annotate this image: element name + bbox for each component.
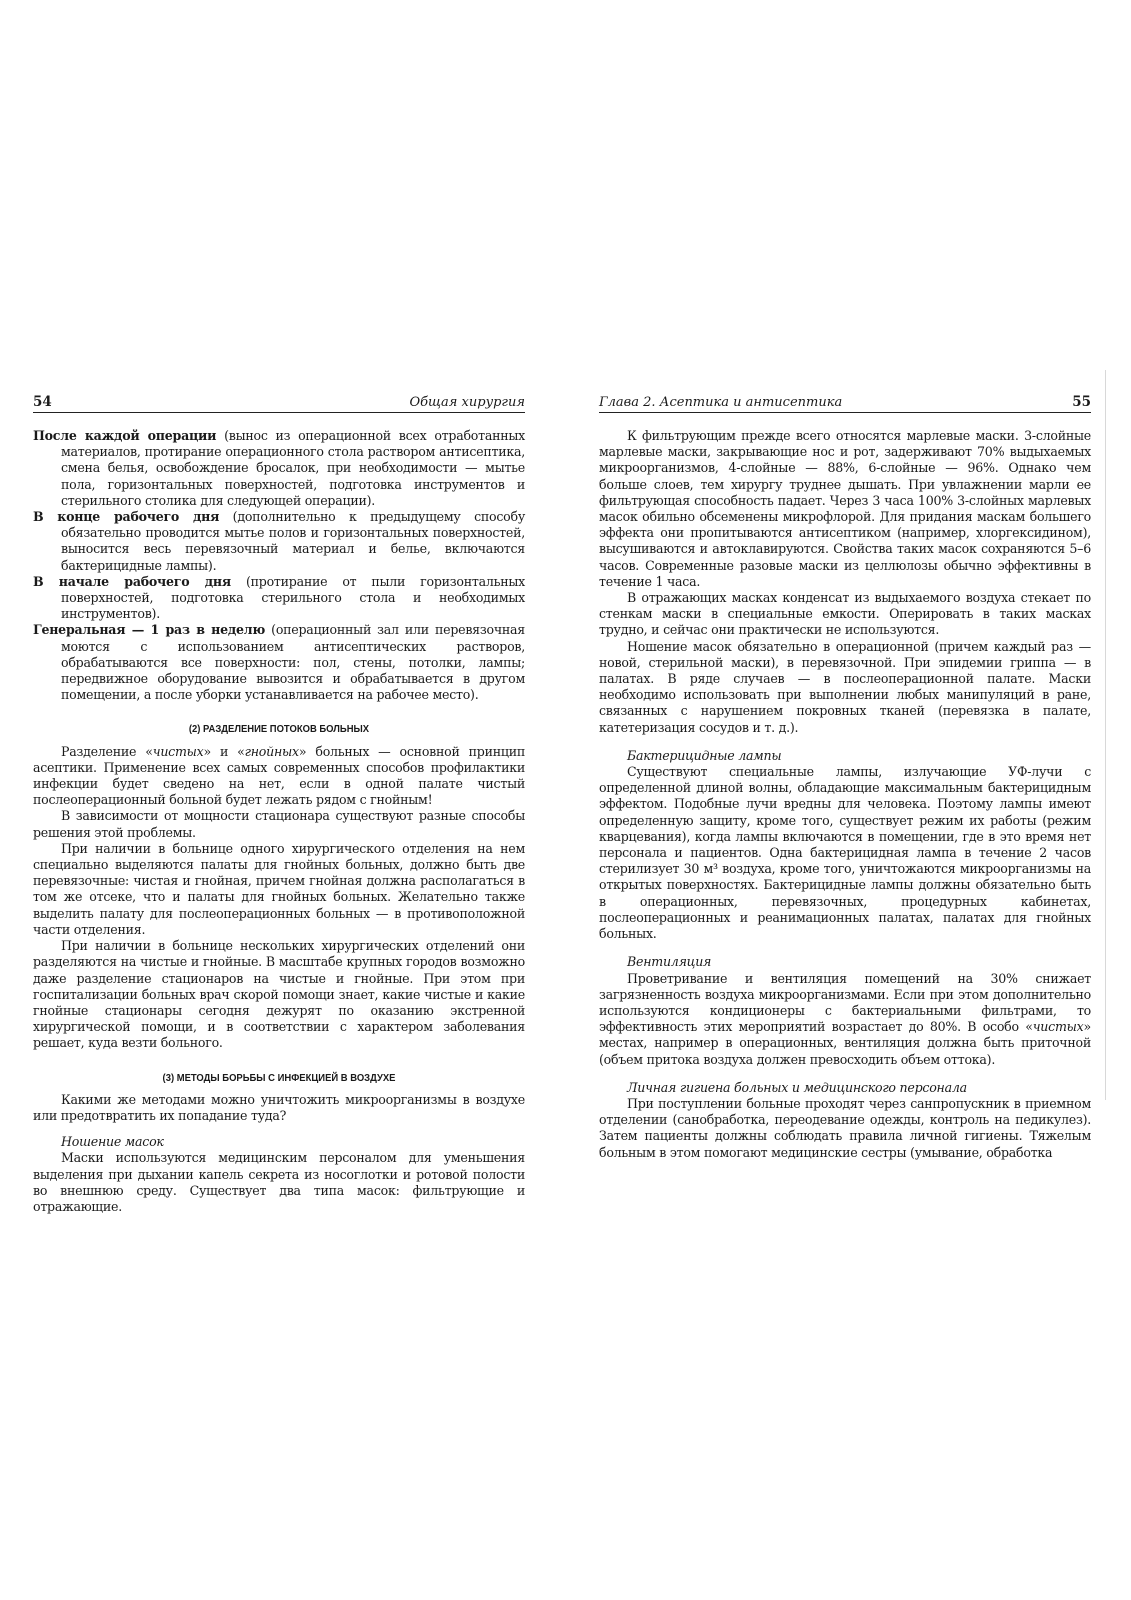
paragraph: Ношение масок обязательно в операционной (причем каждый раз — новой, стерильной маски), в перевязочной. При эпидемии гриппа — в палатах. В ряде случаев — в послеоперационной палате. Маски необходимо использовать при выполнении любых манипуляций в ране, связанных с нарушением покровных тканей (перевязка в палате, катетеризация сосудов и т. д.). bbox=[599, 638, 1091, 735]
page-edge-line bbox=[1105, 370, 1106, 1100]
left-page-body bbox=[33, 428, 525, 1215]
section-heading-patient-flows: (2) РАЗДЕЛЕНИЕ ПОТОКОВ БОЛЬНЫХ bbox=[188, 723, 370, 736]
left-running-title: Общая хирургия bbox=[409, 395, 525, 410]
right-page-number: 55 bbox=[1072, 394, 1091, 410]
cleaning-item-start-of-day: В начале рабочего дня (протирание от пыли горизонтальных поверхностей, подготовка стерильного стола и необходимых инструментов). bbox=[33, 573, 525, 622]
left-page-header bbox=[33, 393, 525, 413]
paragraph: При поступлении больные проходят через санпропускник в приемном отделении (санобработка, переодевание одежды, контроль на педикулез). Затем пациенты должны соблюдать правила личной гигиены. Тяжелым больным в этом помогают медицинские сестры (умывание, обработка bbox=[599, 1095, 1091, 1160]
left-page-number: 54 bbox=[33, 394, 52, 410]
subheading-masks: Ношение масок bbox=[61, 1134, 164, 1150]
right-page-header bbox=[599, 393, 1091, 413]
right-running-title: Глава 2. Асептика и антисептика bbox=[599, 395, 843, 410]
paragraph: При наличии в больнице нескольких хирургических отделений они разделяются на чистые и гнойные. В масштабе крупных городов возможно даже разделение стационаров на чистые и гнойные. При этом при госпитализации больных врач скорой помощи знает, какие чистые и какие гнойные стационары сегодня дежурят по оказанию экстренной хирургической помощи, и в соответствии с характером заболевания решает, куда везти больного. bbox=[33, 938, 525, 1051]
right-page bbox=[599, 393, 1091, 1161]
section-heading-air-infection: (3) МЕТОДЫ БОРЬБЫ С ИНФЕКЦИЕЙ В ВОЗДУХЕ bbox=[162, 1071, 396, 1084]
cleaning-item-after-operation: После каждой операции (вынос из операционной всех отработанных материалов, протирание операционного стола раствором антисептика, смена белья, освобождение бросалок, при необходимости — мытье пола, горизонтальных поверхностей, подготовка инструментов и стерильного столика для следующей операции). bbox=[33, 428, 525, 508]
subheading-personal-hygiene: Личная гигиена больных и медицинского персонала bbox=[627, 1079, 967, 1095]
subheading-bactericidal-lamps: Бактерицидные лампы bbox=[627, 747, 782, 763]
paragraph: Разделение «чистых» и «гнойных» больных — основной принцип асептики. Применение всех самых современных способов профилактики инфекции будет сведено на нет, если в одной палате чистый послеоперационный больной будет лежать рядом с гнойным! bbox=[33, 743, 526, 808]
paragraph: Проветривание и вентиляция помещений на 30% снижает загрязненность воздуха микроорганизмами. Если при этом дополнительно используются кондиционеры с бактериальными фильтрами, то эффективность этих мероприятий возрастает до 80%. В особо «чистых» местах, например в операционных, вентиляция должна быть приточной (объем притока воздуха должен превосходить объем оттока). bbox=[599, 970, 1091, 1067]
paragraph: В зависимости от мощности стационара существуют разные способы решения этой проблемы. bbox=[33, 808, 525, 840]
subheading-ventilation: Вентиляция bbox=[627, 954, 712, 970]
cleaning-item-end-of-day: В конце рабочего дня (дополнительно к предыдущему способу обязательно проводится мытье полов и горизонтальных поверхностей, выносится весь перевязочный материал и белье, включаются бактерицидные лампы). bbox=[33, 509, 525, 573]
paragraph: При наличии в больнице одного хирургического отделения на нем специально выделяются палаты для гнойных больных, должно быть две перевязочные: чистая и гнойная, причем гнойная должна располагаться в том же отсеке, что и палаты для гнойных больных. Желательно также выделить палату для послеоперационных больных — в противоположной части отделения. bbox=[33, 840, 525, 937]
paragraph: К фильтрующим прежде всего относятся марлевые маски. 3-слойные марлевые маски, закрывающие нос и рот, задерживают 70% выдыхаемых микроорганизмов, 4-слойные — 88%, 6-слойные — 96%. Однако чем больше слоев, тем хирургу труднее дышать. При увлажнении марли ее фильтрующая способность падает. Через 3 часа 100% 3-слойных марлевых масок обильно обсеменены микрофлорой. Для придания маскам большего эффекта они пропитываются антисептиком (например, хлоргексидином), высушиваются и автоклавируются. Свойства таких масок сохраняются 5–6 часов. Современные разовые маски из целлюлозы обычно эффективны в течение 1 часа. bbox=[599, 428, 1091, 589]
left-page bbox=[33, 393, 525, 1215]
cleaning-item-general: Генеральная — 1 раз в неделю (операционный зал или перевязочная моются с использованием антисептических растворов, обрабатываются все поверхности: пол, стены, потолки, лампы; передвижное оборудование вывозится и обрабатывается в другом помещении, а после уборки устанавливается на рабочее место). bbox=[33, 622, 525, 703]
paragraph: Какими же методами можно уничтожить микроорганизмы в воздухе или предотвратить их попадание туда? bbox=[33, 1091, 525, 1123]
paragraph: В отражающих масках конденсат из выдыхаемого воздуха стекает по стенкам маски в специальные емкости. Оперировать в таких масках трудно, и сейчас они практически не используются. bbox=[599, 590, 1091, 638]
paragraph: Существуют специальные лампы, излучающие УФ-лучи с определенной длиной волны, обладающие максимальным бактерицидным эффектом. Подобные лучи вредны для человека. Поэтому лампы имеют определенную защиту, кроме того, существует режим их работы (режим кварцевания), когда лампы включаются в помещении, где в это время нет персонала и пациентов. Одна бактерицидная лампа в течение 2 часов стерилизует 30 м³ воздуха, кроме того, уничтожаются микроорганизмы на открытых поверхностях. Бактерицидные лампы должны обязательно быть в операционных, перевязочных, процедурных кабинетах, послеоперационных и реанимационных палатах, палатах для гнойных больных. bbox=[599, 764, 1091, 942]
right-page-body bbox=[599, 428, 1091, 1161]
paragraph: Маски используются медицинским персоналом для уменьшения выделения при дыхании капель секрета из носоглотки и ротовой полости во внешнюю среду. Существует два типа масок: фильтрующие и отражающие. bbox=[33, 1150, 525, 1214]
